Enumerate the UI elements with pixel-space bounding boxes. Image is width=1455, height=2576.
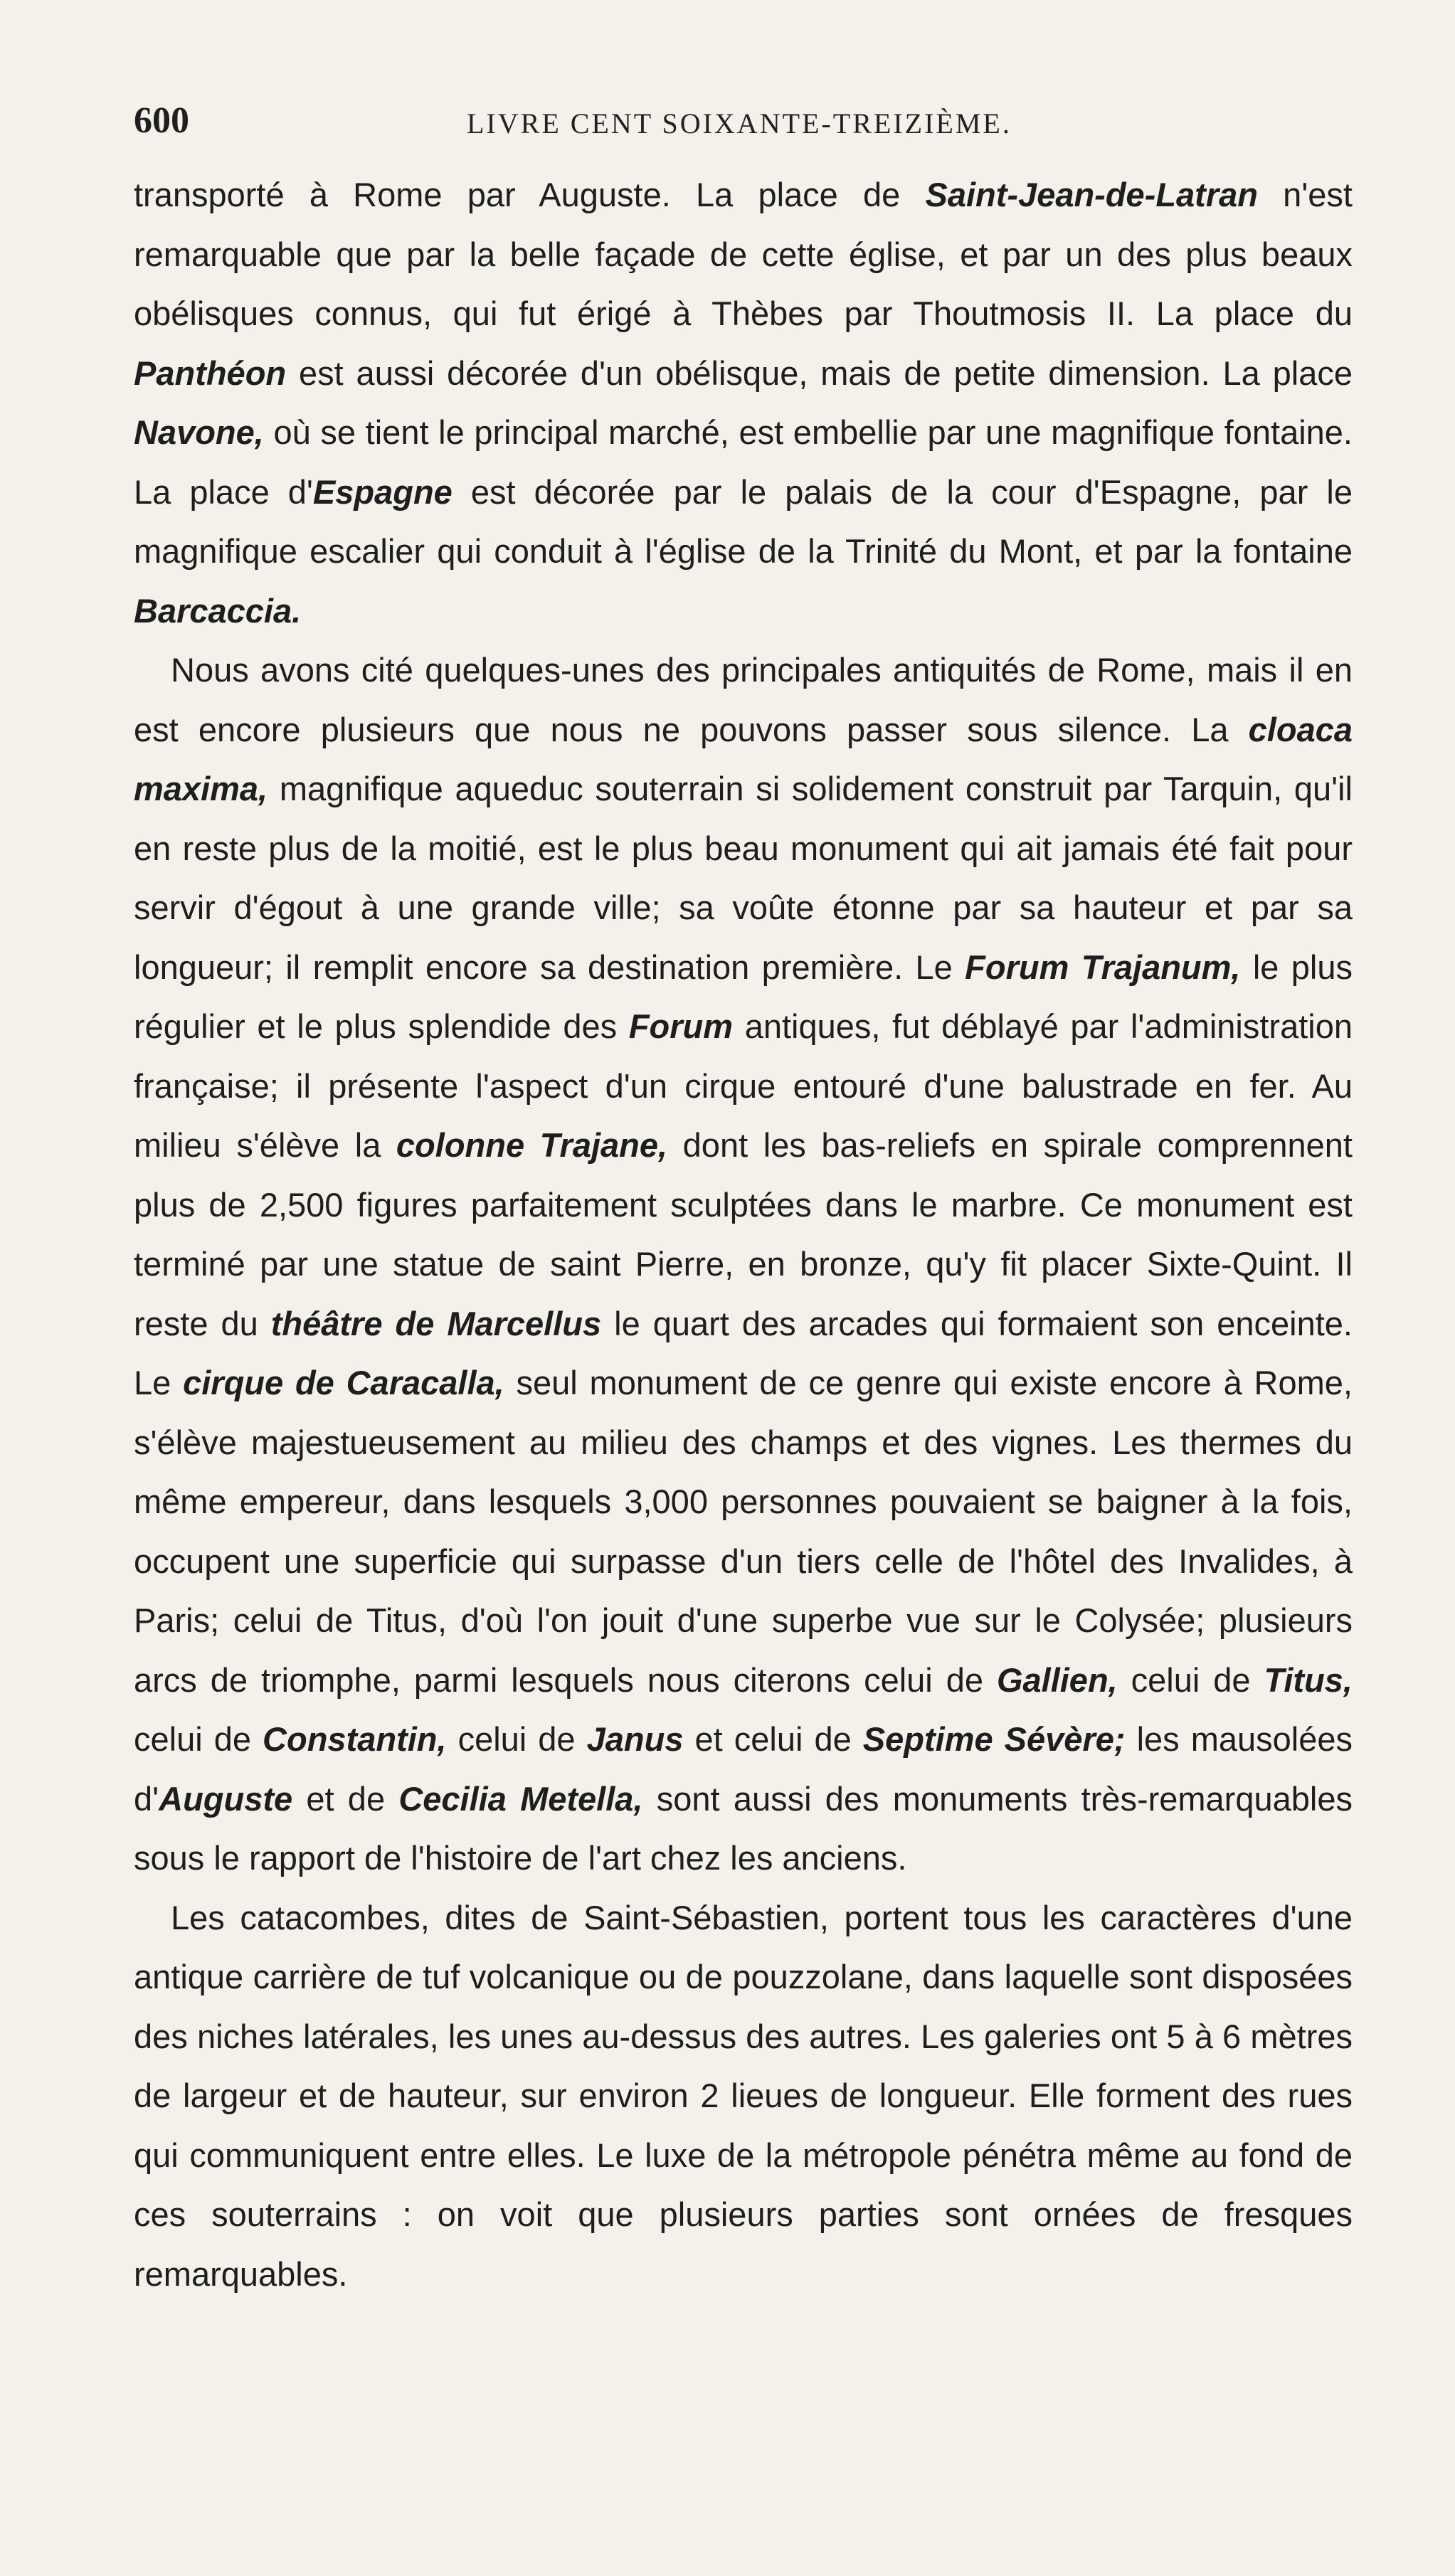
emphasized-term: Titus, <box>1264 1660 1353 1699</box>
emphasized-term: Janus <box>586 1720 684 1758</box>
text-run: seul monument de ce genre qui existe encore à Rome, s'élève majestueusement au milieu des champs et des vignes. Les thermes du même empereur, dans lesquels 3,000 personnes pouvaient se baigner à la fois, occupent une superficie qui surpasse d'un tiers celle de l'hôtel des Invalides, à Paris; celui de Titus, d'où l'on jouit d'une superbe vue sur le Colysée; plusieurs arcs de triomphe, parmi lesquels nous citerons celui de <box>134 1364 1353 1699</box>
emphasized-term: Panthéon <box>134 354 287 392</box>
text-run: est décorée par le palais de la cour d'Espagne, par le magnifique escalier qui conduit à l'église de la Trinité du Mont, et par la fontaine <box>134 472 1353 570</box>
emphasized-term: Constantin, <box>263 1720 447 1758</box>
emphasized-term: colonne Trajane, <box>396 1126 668 1164</box>
text-run: le quart des arcades qui formaient son enceinte. Le <box>134 1304 1353 1401</box>
text-run: et de <box>292 1779 399 1818</box>
text-run: sont aussi des monuments très-remarquables sous le rapport de l'histoire de l'art chez les anciens. <box>134 1779 1353 1877</box>
emphasized-term: Cecilia Metella, <box>398 1779 643 1818</box>
emphasized-term: Auguste <box>159 1779 293 1818</box>
text-run: Les catacombes, dites de Saint-Sébastien, portent tous les caractères d'une antique carrière de tuf volcanique ou de pouzzolane, dans laquelle sont disposées des niches latérales, les unes au-dessus des autres. Les galeries ont 5 à 6 mètres de largeur et de hauteur, sur environ 2 lieues de longueur. Elle forment des rues qui communiquent entre elles. Le luxe de la métropole pénétra même au fond de ces souterrains : on voit que plusieurs parties sont ornées de fresques remarquables. <box>134 1898 1353 2293</box>
page-number: 600 <box>134 100 189 141</box>
paragraph-catacombs <box>134 1888 1353 2304</box>
emphasized-term: Septime Sévère; <box>862 1720 1126 1758</box>
text-run: où se tient le principal marché, est embellie par une magnifique fontaine. La place d' <box>134 413 1353 511</box>
text-run: les mausolées d' <box>134 1720 1353 1818</box>
text-run: transporté à Rome par Auguste. La place de <box>134 176 926 213</box>
text-run: dont les bas-reliefs en spirale comprennent plus de 2,500 figures parfaitement sculptées dans le marbre. Ce monument est terminé par une statue de saint Pierre, en bronze, qu'y fit placer Sixte-Quint. Il reste du <box>134 1126 1353 1342</box>
text-run: le plus régulier et le plus splendide des <box>134 948 1353 1045</box>
emphasized-term: Forum Trajanum, <box>965 948 1241 986</box>
text-run: magnifique aqueduc souterrain si solidement construit par Tarquin, qu'il en reste plus de la moitié, est le plus beau monument qui ait jamais été fait pour servir d'égout à une grande ville; sa voûte étonne par sa hauteur et par sa longueur; il remplit encore sa destination première. Le <box>134 770 1353 986</box>
text-run: celui de <box>134 1720 263 1758</box>
emphasized-term: cirque de Caracalla, <box>183 1364 504 1401</box>
text-run: celui de <box>1117 1660 1264 1699</box>
emphasized-term: théâtre de Marcellus <box>270 1304 602 1342</box>
emphasized-term: cloaca maxima, <box>134 710 1353 807</box>
running-head: LIVRE CENT SOIXANTE-TREIZIÈME. <box>467 107 1012 139</box>
emphasized-term: Espagne <box>312 472 453 511</box>
paragraph-place-descriptions <box>134 165 1353 640</box>
emphasized-term: Forum <box>628 1007 734 1045</box>
text-run: celui de <box>446 1720 587 1758</box>
emphasized-term: Barcaccia. <box>134 591 302 630</box>
body-text <box>134 165 1353 2304</box>
paragraph-antiquities <box>134 640 1353 1888</box>
emphasized-term: Saint-Jean-de-Latran <box>925 176 1258 213</box>
emphasized-term: Navone, <box>134 413 264 451</box>
emphasized-term: Gallien, <box>996 1660 1118 1699</box>
text-run: Nous avons cité quelques-unes des principales antiquités de Rome, mais il en est encore plusieurs que nous ne pouvons passer sous silence. La <box>134 651 1353 748</box>
page-header <box>134 100 1414 157</box>
text-run: et celui de <box>683 1720 863 1758</box>
text-run: est aussi décorée d'un obélisque, mais de petite dimension. La place <box>286 354 1353 392</box>
text-run: antiques, fut déblayé par l'administration française; il présente l'aspect d'un cirque entouré d'une balustrade en fer. Au milieu s'élève la <box>134 1007 1353 1164</box>
text-run: n'est remarquable que par la belle façade de cette église, et par un des plus beaux obélisques connus, qui fut érigé à Thèbes par Thoutmosis II. La place du <box>134 176 1353 332</box>
